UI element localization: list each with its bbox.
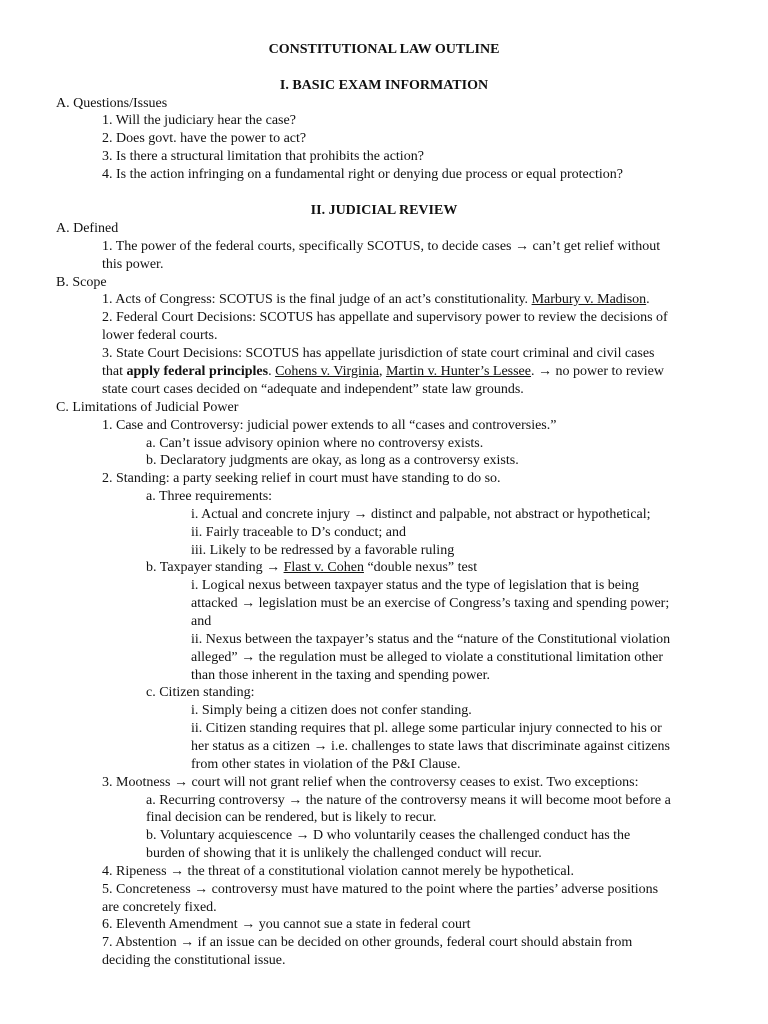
section-2-b-label: B. Scope: [56, 275, 107, 290]
limit-4: 4. Ripeness → the threat of a constitutional violation cannot merely be hypothetical.: [102, 864, 574, 879]
limit-5-line-2: are concretely fixed.: [102, 900, 217, 915]
scope-item-1-end: .: [646, 292, 650, 307]
limit-2-b-ii-line-3: than those inherent in the taxing and spending power.: [191, 668, 490, 683]
limit-2-b-i-line-2: attacked → legislation must be an exercise of Congress’s taxing and spending power;: [191, 596, 670, 611]
section-1-heading: I. BASIC EXAM INFORMATION: [279, 78, 489, 93]
limit-1: 1. Case and Controversy: judicial power extends to all “cases and controversies.”: [102, 418, 557, 433]
section-1-a-label: A. Questions/Issues: [56, 96, 168, 111]
scope-item-2-line-2: lower federal courts.: [102, 328, 218, 343]
limit-2-c-i: i. Simply being a citizen does not confer standing.: [191, 703, 472, 718]
limit-2-c-ii-line-2: her status as a citizen → i.e. challenges to state laws that discriminate against citizens: [191, 739, 670, 754]
limit-1-a: a. Can’t issue advisory opinion where no controversy exists.: [146, 436, 484, 451]
defined-item-1-line-1: 1. The power of the federal courts, specifically SCOTUS, to decide cases → can’t get relief without: [102, 239, 661, 254]
limit-2-b-tail: “double nexus” test: [367, 560, 478, 575]
limit-3-b-line-1: b. Voluntary acquiescence → D who voluntarily ceases the challenged conduct has the: [146, 828, 631, 843]
limit-2-a: a. Three requirements:: [146, 489, 273, 504]
scope-item-3-line-2: [102, 363, 664, 381]
case-marbury: Marbury v. Madison: [531, 292, 647, 307]
limit-2-b: [146, 559, 477, 577]
case-martin: Martin v. Hunter’s Lessee: [385, 364, 531, 379]
scope-item-3-dot: .: [268, 364, 272, 379]
limit-2-a-ii: ii. Fairly traceable to D’s conduct; and: [191, 525, 406, 540]
section-2-a-label: A. Defined: [56, 221, 119, 236]
section-2-c-label: C. Limitations of Judicial Power: [56, 400, 239, 415]
question-1: 1. Will the judiciary hear the case?: [102, 113, 296, 128]
limit-2-c-ii-line-3: from other states in violation of the P&I Clause.: [191, 757, 461, 772]
limit-2: 2. Standing: a party seeking relief in court must have standing to do so.: [102, 471, 501, 486]
limit-3-a-line-2: final decision can be rendered, but is likely to recur.: [146, 810, 437, 825]
defined-item-1-line-2: this power.: [102, 257, 164, 272]
limit-7-line-2: deciding the constitutional issue.: [102, 953, 286, 968]
limit-2-c: c. Citizen standing:: [146, 685, 255, 700]
limit-3-b-line-2: burden of showing that it is unlikely the challenged conduct will recur.: [146, 846, 542, 861]
case-flast: Flast v. Cohen: [283, 560, 364, 575]
apply-federal-principles-bold: apply federal principles: [126, 364, 269, 379]
limit-2-b-i-line-1: i. Logical nexus between taxpayer status and the type of legislation that is being: [191, 578, 639, 593]
scope-item-1: [102, 291, 650, 309]
section-2-heading: II. JUDICIAL REVIEW: [310, 203, 458, 218]
question-2: 2. Does govt. have the power to act?: [102, 131, 307, 146]
scope-item-2-line-1: 2. Federal Court Decisions: SCOTUS has appellate and supervisory power to review the decisions of: [102, 310, 668, 325]
limit-2-b-ii-line-1: ii. Nexus between the taxpayer’s status and the “nature of the Constitutional violation: [191, 632, 671, 647]
limit-3: 3. Mootness → court will not grant relief when the controversy ceases to exist. Two exceptions:: [102, 775, 639, 790]
scope-item-3-tail: . → no power to review: [531, 364, 664, 379]
limit-5-line-1: 5. Concreteness → controversy must have matured to the point where the parties’ adverse positions: [102, 882, 659, 897]
limit-2-c-ii-line-1: ii. Citizen standing requires that pl. allege some particular injury connected to his or: [191, 721, 662, 736]
limit-2-b-ii-line-2: alleged” → the regulation must be alleged to violate a constitutional limitation other: [191, 650, 663, 665]
question-4: 4. Is the action infringing on a fundamental right or denying due process or equal protection?: [102, 167, 623, 182]
limit-2-b-i-line-3: and: [191, 614, 212, 629]
document-title: CONSTITUTIONAL LAW OUTLINE: [268, 42, 500, 57]
scope-item-3-that: that: [102, 364, 123, 379]
scope-item-3-line-1: 3. State Court Decisions: SCOTUS has appellate jurisdiction of state court criminal and civil cases: [102, 346, 655, 361]
limit-7-line-1: 7. Abstention → if an issue can be decided on other grounds, federal court should abstain from: [102, 935, 633, 950]
scope-item-3-comma: ,: [378, 364, 383, 379]
scope-item-1-text: 1. Acts of Congress: SCOTUS is the final judge of an act’s constitutionality.: [102, 292, 529, 307]
question-3: 3. Is there a structural limitation that prohibits the action?: [102, 149, 424, 164]
limit-6: 6. Eleventh Amendment → you cannot sue a state in federal court: [102, 917, 471, 932]
limit-3-a-line-1: a. Recurring controversy → the nature of the controversy means it will become moot before a: [146, 793, 671, 808]
scope-item-3-line-3: state court cases decided on “adequate and independent” state law grounds.: [102, 382, 524, 397]
limit-2-a-i: i. Actual and concrete injury → distinct and palpable, not abstract or hypothetical;: [191, 507, 651, 522]
case-cohens: Cohens v. Virginia: [275, 364, 379, 379]
limit-2-b-text: b. Taxpayer standing →: [146, 560, 281, 575]
limit-1-b: b. Declaratory judgments are okay, as long as a controversy exists.: [146, 453, 519, 468]
limit-2-a-iii: iii. Likely to be redressed by a favorable ruling: [191, 543, 455, 558]
